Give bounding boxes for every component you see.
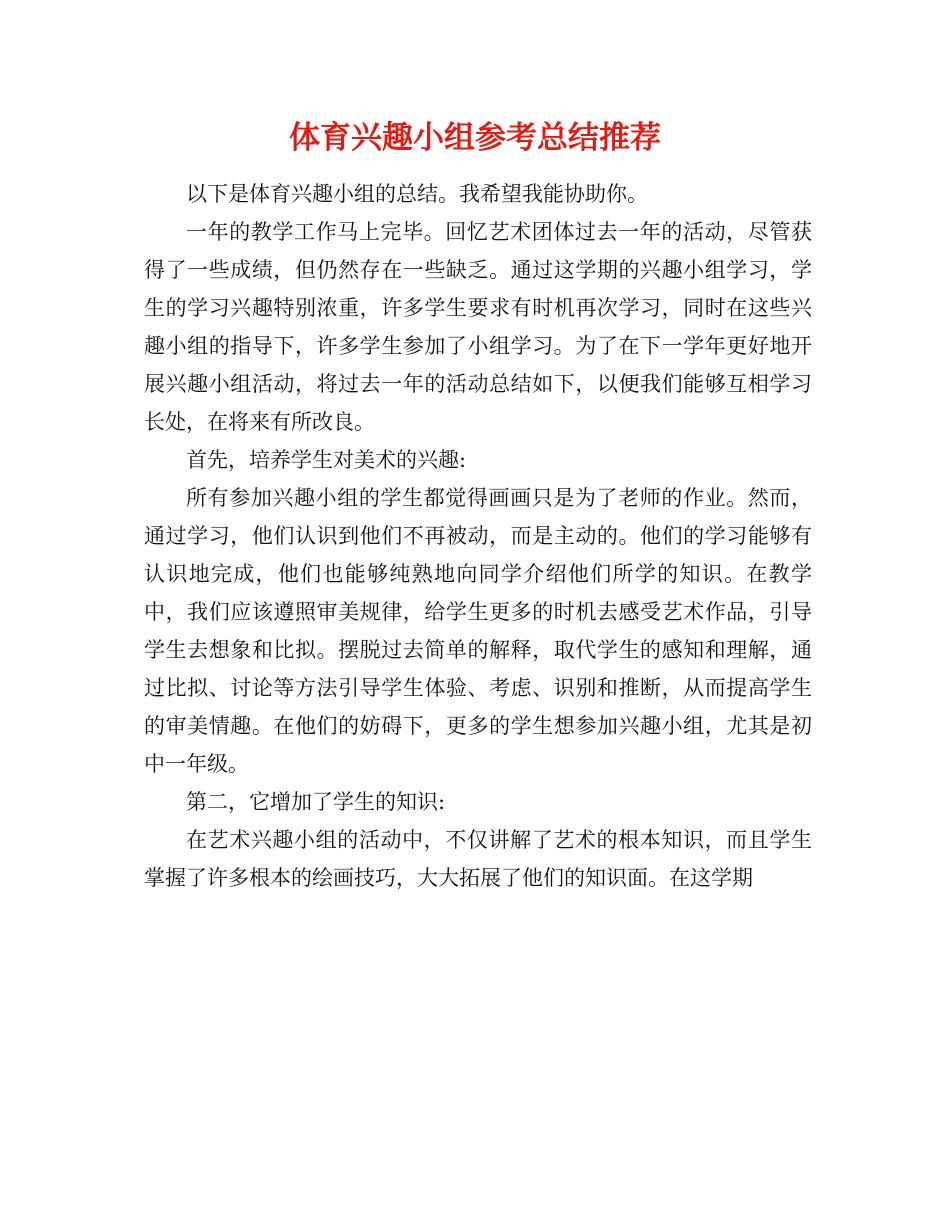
document-title: 体育兴趣小组参考总结推荐 [289,120,661,156]
paragraph-first-detail: 所有参加兴趣小组的学生都觉得画画只是为了老师的作业。然而，通过学习，他们认识到他们不再被动，而是主动的。他们的学习能够有认识地完成，他们也能够纯熟地向同学介绍他们所学的知识。在教学中，我们应该遵照审美规律，给学生更多的时机去感受艺术作品，引导学生去想象和比拟。摆脱过去简单的解释，取代学生的感知和理解，通过比拟、讨论等方法引导学生体验、考虑、识别和推断，从而提高学生的审美情趣。在他们的妨碍下，更多的学生想参加兴趣小组，尤其是初中一年级。 [144,486,812,776]
paragraph-heading-second: 第二，它增加了学生的知识: [186,790,446,814]
paragraph-heading-first: 首先，培养学生对美术的兴趣: [186,448,467,472]
document-body [144,175,812,897]
paragraph-intro: 以下是体育兴趣小组的总结。我希望我能协助你。 [186,182,648,206]
paragraph-overview: 一年的教学工作马上完毕。回忆艺术团体过去一年的活动，尽管获得了一些成绩，但仍然存在一些缺乏。通过这学期的兴趣小组学习，学生的学习兴趣特别浓重，许多学生要求有时机再次学习，同时在这些兴趣小组的指导下，许多学生参加了小组学习。为了在下一学年更好地开展兴趣小组活动，将过去一年的活动总结如下，以便我们能够互相学习长处，在将来有所改良。 [144,220,812,434]
paragraph-second-detail: 在艺术兴趣小组的活动中，不仅讲解了艺术的根本知识，而且学生掌握了许多根本的绘画技巧，大大拓展了他们的知识面。在这学期 [144,828,812,890]
